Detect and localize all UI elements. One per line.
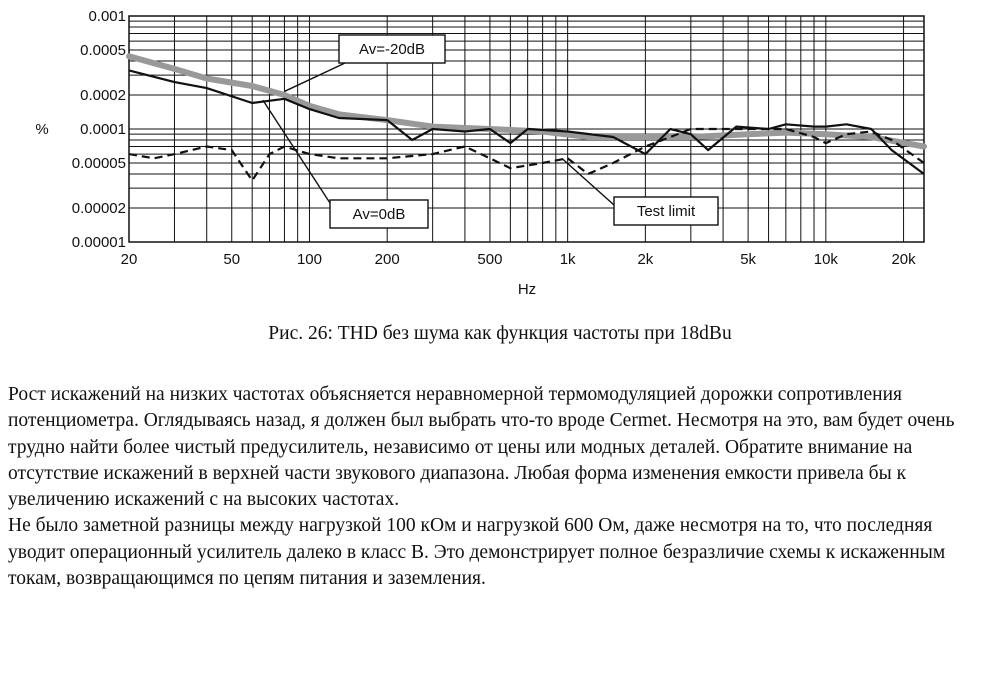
x-tick-label: 1k xyxy=(559,251,576,268)
y-tick-label: 0.00005 xyxy=(71,155,126,173)
thd-chart xyxy=(0,0,1000,315)
callout-label: Test limit xyxy=(636,203,696,220)
x-tick-label: 20k xyxy=(891,251,916,268)
x-tick-label: 500 xyxy=(477,251,503,268)
y-tick-label: 0.0005 xyxy=(80,42,126,60)
series-line-test-limit xyxy=(129,129,924,181)
x-tick-label: 200 xyxy=(374,251,400,268)
callout-label: Av=-20dB xyxy=(358,41,426,58)
y-tick-label: 0.00002 xyxy=(71,199,126,217)
y-tick-label: 0.00001 xyxy=(71,234,126,251)
callout-leader xyxy=(263,100,330,203)
y-axis-label: % xyxy=(35,121,49,138)
x-axis-label: Hz xyxy=(517,281,537,298)
callout-leader xyxy=(284,63,345,91)
x-tick-label: 10k xyxy=(813,251,838,268)
figure-caption: Рис. 26: THD без шума как функция частоты при 18dBu xyxy=(268,323,732,344)
x-tick-label: 2k xyxy=(637,251,654,268)
x-tick-label: 100 xyxy=(296,251,322,268)
x-tick-labels xyxy=(121,251,916,268)
y-tick-label: 0.001 xyxy=(88,8,126,25)
paragraph: Не было заметной разницы между нагрузкой 100 кОм и нагрузкой 600 Ом, даже несмотря на то, что последняя уводит операционный усилитель далеко в класс B. Это демонстрирует полное безразличие схемы к искаженным токам, возвращающимся по цепям питания и заземления. xyxy=(8,515,946,590)
callout-label: Av=0dB xyxy=(352,206,406,223)
paragraph: Рост искажений на низких частотах объясняется неравномерной термомодуляцией дорожки сопротивления потенциометра. Оглядываясь назад, я должен был выбрать что-то вроде Cermet. Несмотря на это, вам будет очень трудно найти более чистый предусилитель, независимо от цены или модных деталей. Обратите внимание на отсутствие искажений в верхней части звукового диапазона. Любая форма изменения емкости привела бы к увеличению искажений с на высоких частотах. xyxy=(8,384,955,511)
y-tick-labels xyxy=(72,8,126,251)
y-tick-label: 0.0002 xyxy=(80,86,126,104)
x-tick-label: 5k xyxy=(740,251,757,268)
y-tick-label: 0.0001 xyxy=(80,121,126,138)
x-tick-label: 20 xyxy=(120,251,138,268)
x-tick-label: 50 xyxy=(223,251,241,268)
body-text xyxy=(8,382,992,592)
